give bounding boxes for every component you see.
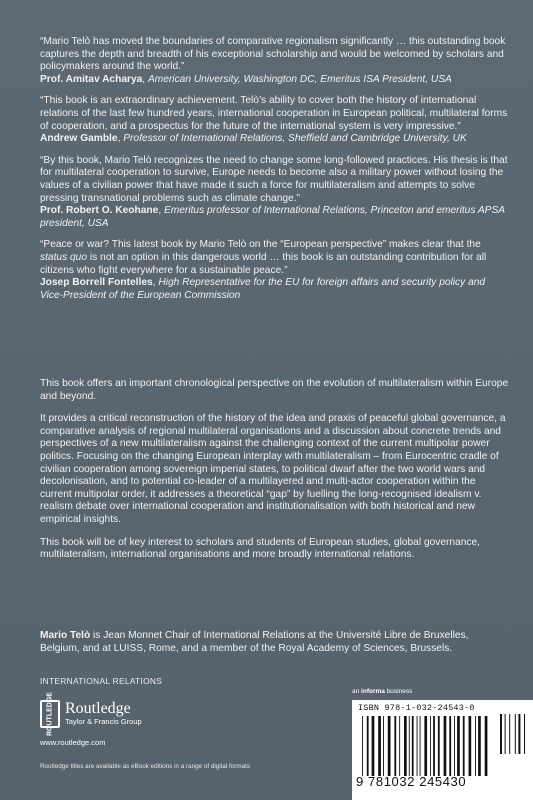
informa-bold: informa [361,688,385,695]
barcode-bar [430,716,431,776]
barcode-bar [372,716,375,776]
endorser-name: Prof. Robert O. Keohane [40,205,159,217]
endorsement-attribution: Josep Borrell Fontelles, High Representative for the EU for foreign affairs and security policy and Vice-President of the European Commission [40,277,486,301]
barcode-bar [417,716,418,776]
endorser-role: High Representative for the EU for foreign affairs and security policy and Vice-President of the European Commission [40,277,486,301]
ebook-note: Routledge titles are available as eBook editions in a range of digital formats [40,763,251,770]
author-bio [40,630,510,655]
book-description [40,378,510,572]
subject-category: INTERNATIONAL RELATIONS [40,676,163,686]
barcode-bar [362,716,363,776]
barcode-bar [367,716,369,776]
barcode-bar [383,716,384,776]
endorsement-text [40,239,510,277]
barcode-bar [394,716,396,776]
endorser-role: American University, Washington DC, Emeritus ISA President, USA [147,73,452,85]
barcode-bar [444,716,447,776]
price-bar [500,714,502,754]
price-bar [515,714,516,754]
barcode-bar [454,716,455,776]
barcode-bar [457,716,460,776]
endorsement-attribution: Prof. Amitav Acharya, American University, Washington DC, Emeritus ISA President, USA [40,73,452,85]
barcode-bar [485,716,488,776]
barcode-area [352,690,533,800]
barcode-bar [424,716,427,776]
barcode-bar [469,716,472,776]
informa-prefix: an [352,688,362,695]
barcode-bar [478,716,481,776]
publisher-block [40,692,142,747]
informa-business-label [352,688,533,695]
barcode-bar [409,716,410,776]
endorser-name: Andrew Gamble [40,133,118,145]
endorsement-attribution: Prof. Robert O. Keohane, Emeritus professor of International Relations, Princeton and emeritus APSA president, USA [40,205,505,229]
endorser-name: Josep Borrell Fontelles [40,277,153,289]
endorser-role: Professor of International Relations, Sheffield and Cambridge University, UK [123,133,467,145]
description-paragraph: This book will be of key interest to scholars and students of European studies, global governance, multilateralism, international organisations and more broadly international relations. [40,536,481,561]
price-bar [518,714,520,754]
endorsements [40,36,510,311]
price-bar [524,714,525,754]
endorsement-acharya [40,36,510,86]
barcode-bar [378,716,381,776]
barcode-digits: 9 781032 245430 [356,774,467,789]
barcode-bar [420,716,421,776]
barcode-bar [399,716,400,776]
publisher-brand: Routledge [65,700,131,717]
price-bar [509,714,510,754]
routledge-logo-icon: ROUTLEDGE [40,700,60,728]
endorsement-text-start: “Peace or war? This latest book by Mario Telò on the “European perspective” makes clear that the [40,239,481,251]
barcode-bar [412,716,414,776]
endorsement-text: “This book is an extraordinary achievement. Telò’s ability to cover both the history of international relations of the last few hundred years, international cooperation in European political, multilateral forms of cooperation, and a prospectus for the future of the international system is very impressive.” [40,95,508,132]
price-barcode-icon [500,714,530,754]
publisher-url[interactable]: www.routledge.com [40,738,106,747]
barcode-bar [449,716,451,776]
description-paragraph: This book offers an important chronological perspective on the evolution of multilateralism within Europe and beyond. [40,378,509,402]
barcode-bar [475,716,476,776]
barcode-bar [463,716,465,776]
barcode-bar [388,716,391,776]
endorsement-text-end: is not an option in this dangerous world … this book is an outstanding contribution for all citizens who fight everywhere for a sustainable peace.” [40,251,487,276]
price-bar [505,714,506,754]
endorsement-borrell [40,239,510,302]
endorser-role: Emeritus professor of International Relations, Princeton and emeritus APSA president, USA [40,205,505,229]
author-name: Mario Telò [40,630,91,641]
description-paragraph: It provides a critical reconstruction of the history of the idea and praxis of peaceful global governance, a comparative analysis of regional multilateral organisations and a discussion about concrete trends and perspectives of a new multilateralism against the challenging context of the current multipolar power politics. Focusing on the changing European interplay with multilateralism – from Eurocentric cradle of civilian cooperation among sovereign imperial states, to political dwarf after the two world wars and decolonisation, and to potential co-leader of a multilayered and multi-actor cooperation within the current multipolar order, it addresses a theoretical “gap” by fuelling the long-recognised idealism v. realism debate over international cooperation and institutionalisation with both historical and new empirical insights. [40,413,506,525]
publisher-group: Taylor & Francis Group [65,717,142,726]
endorsement-gamble [40,95,510,145]
barcode-bar [438,716,440,776]
barcode [352,700,533,800]
isbn-label: ISBN 978-1-032-24543-0 [358,703,475,713]
barcode-bar [404,716,407,776]
endorsement-attribution: Andrew Gamble, Professor of International Relations, Sheffield and Cambridge University, UK [40,133,467,145]
endorser-name: Prof. Amitav Acharya [40,73,143,85]
publisher-logo-text [65,701,142,727]
endorsement-keohane [40,155,510,231]
endorsement-text-italic: status quo [40,251,88,263]
publisher-logo [40,692,142,736]
endorsement-text: “By this book, Mario Telò recognizes the need to change some long-followed practices. His thesis is that for multilateral cooperation to survive, Europe needs to become also a military power without losing the values of a civilian power that have made it such a force for multilateralism and attempts to solve pressing transnational problems such as climate change.” [40,154,508,204]
endorsement-text: “Mario Telò has moved the boundaries of comparative regionalism significantly … this outstanding book captures the depth and breadth of his exceptional scholarship and would be welcomed by scholars and policymakers around the world.” [40,36,506,73]
barcode-bar [433,716,435,776]
informa-suffix: business [384,688,413,695]
author-bio-text: is Jean Monnet Chair of International Relations at the Université Libre de Bruxelles, Belgium, and at LUISS, Rome, and a member of the Royal Academy of Sciences, Brussels. [40,630,469,654]
